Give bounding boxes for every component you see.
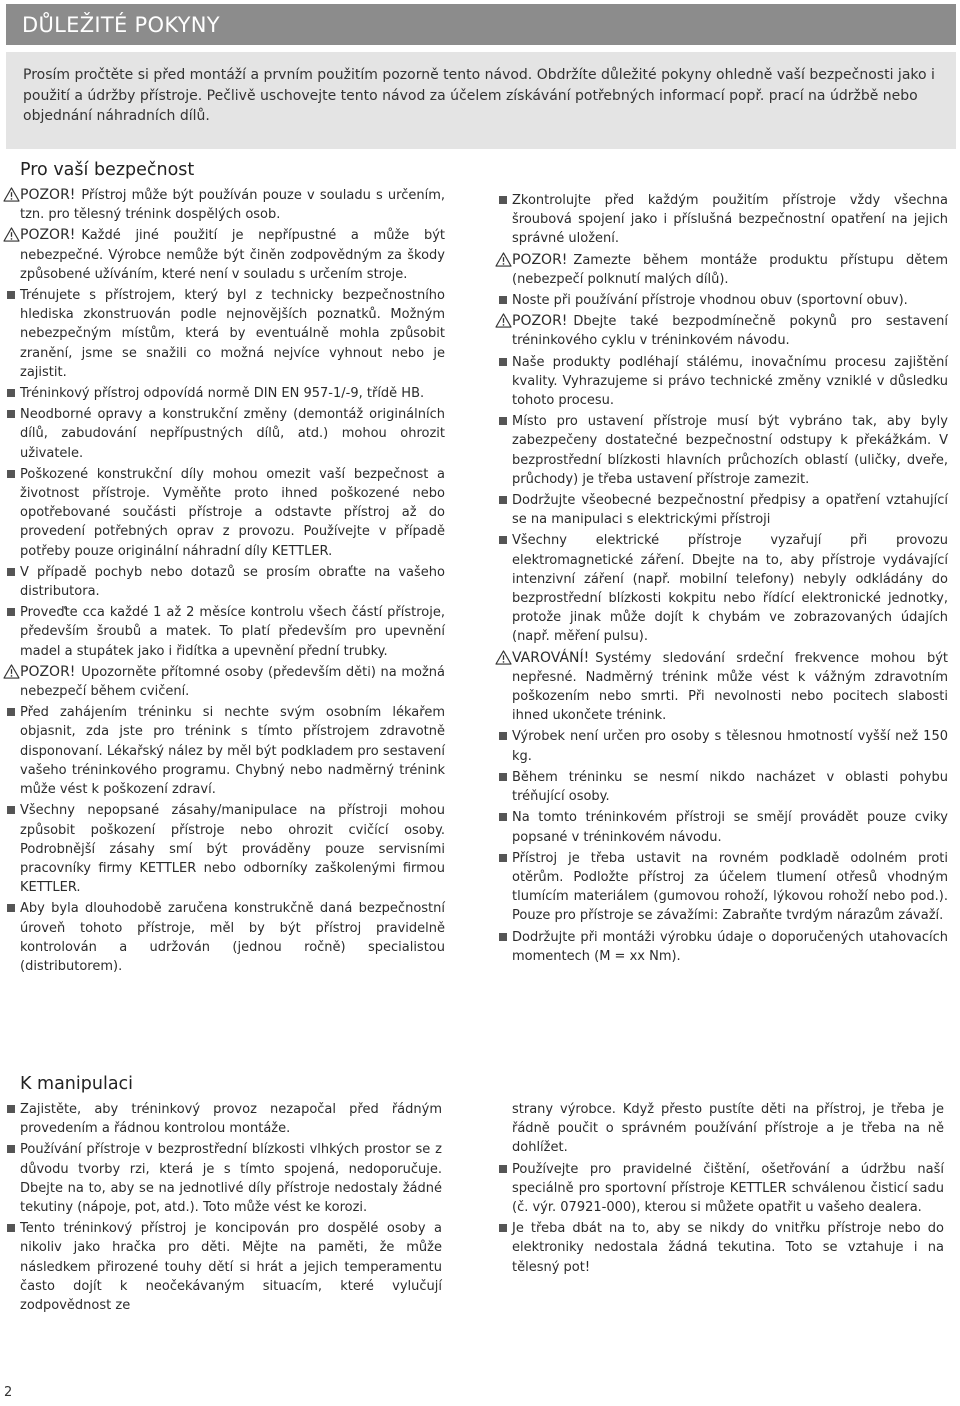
list-item: [498, 1219, 944, 1277]
bullet-square-icon: [499, 813, 507, 821]
warning-label: POZOR!: [20, 187, 76, 203]
handling-column-right: [498, 1100, 944, 1279]
bullet-square-icon: [499, 417, 507, 425]
warning-triangle-icon: [495, 650, 512, 665]
list-item-text: Noste při používání přístroje vhodnou obuv (sportovní obuv).: [512, 293, 908, 309]
warning-item: [6, 226, 445, 284]
bullet-square-icon: [499, 1224, 507, 1232]
safety-column-left: [6, 186, 445, 978]
continued-text: strany výrobce. Když přesto pustíte děti na přístroj, je třeba je řádně poučit o správném používání přístroje a je třeba na ně dohlížet.: [512, 1102, 944, 1156]
warning-text: Zamezte během montáže produktu přístupu dětem (nebezpečí polknutí malých dílů).: [512, 252, 948, 287]
list-item-text: Místo pro ustavení přístroje musí být vybráno tak, aby byly zabezpečeny dostatečné bezpečnostní odstupy k překážkám. V bezprostřední blízkosti hlavních průchozích oblastí (uličky, dveře, průchody) je třeba ustavení přístroje zamezit.: [512, 414, 948, 487]
list-item-text: Výrobek není určen pro osoby s tělesnou hmotností vyšší než 150 kg.: [512, 729, 948, 764]
safety-heading: Pro vaší bezpečnost: [20, 160, 195, 180]
warning-label: POZOR!: [512, 251, 568, 268]
page-header: [6, 4, 956, 45]
bullet-square-icon: [499, 933, 507, 941]
bullet-square-icon: [7, 1105, 15, 1113]
bullet-square-icon: [499, 1165, 507, 1173]
list-item-text: Zkontrolujte před každým použitím přístroje vždy všechna šroubová spojení jako i příslušná bezpečnostní opatření na jejich správné uložení.: [512, 193, 948, 247]
warning-text: Dbejte také bezpodmínečně pokynů pro sestavení tréninkového cyklu v tréninkovém návodu.: [512, 314, 948, 349]
list-item-text: Používání přístroje v bezprostřední blízkosti vlhkých prostor se z důvodu tvorby rzi, která je s tímto spojená, nedoporučuje. Dbejte na to, aby se na jednotlivé díly přístroje nedostaly žádné tekutiny (nápoje, pot, atd.). Toto může vést ke korozi.: [20, 1142, 442, 1216]
list-item-text: Dodržujte všeobecné bezpečnostní předpisy a opatření vztahující se na manipulaci s elektrickými přístroji: [512, 493, 948, 528]
bullet-square-icon: [499, 296, 507, 304]
list-item-text: Je třeba dbát na to, aby se nikdy do vnitřku přístroje nebo do elektroniky nedostala žádná tekutina. Toto se vztahuje i na tělesný pot!: [512, 1221, 944, 1275]
list-item: [498, 412, 948, 489]
bullet-square-icon: [7, 291, 15, 299]
list-item-text: Všechny nepopsané zásahy/manipulace na přístroji mohou způsobit poškození přístroje nebo ohrozit cvičící osoby. Podrobnější zásahy smí být prováděny pouze servisními pracovníky firmy KETTLER nebo odborníky zaškolenými firmou KETTLER.: [20, 803, 445, 896]
bullet-square-icon: [7, 568, 15, 576]
list-item: [498, 849, 948, 926]
list-item-text: Zajistěte, aby tréninkový provoz nezapočal před řádným provedením a řádnou kontrolou montáže.: [20, 1102, 442, 1137]
list-item-text: Během tréninku se nesmí nikdo nacházet v oblasti pohybu tréňující osoby.: [512, 769, 948, 805]
bullet-square-icon: [499, 496, 507, 504]
bullet-square-icon: [499, 196, 507, 204]
warning-text: Systémy sledování srdeční frekvence mohou být nepřesné. Nadměrný trénink může vést k vážným zdravotním poškozením nebo smrti. Při nevolnosti nebo pocitech slabosti ihned ukončete trénink.: [512, 650, 948, 724]
page-number: 2: [4, 1385, 13, 1400]
bullet-square-icon: [499, 854, 507, 862]
list-item-text: Přístroj je třeba ustavit na rovném podkladě odolném proti otěrům. Podložte přístroj za účelem tlumení otřesů vhodným tlumícím materiálem (gumovou rohoží, lýkovou rohoží nebo pod.). Pouze pro přístroje se závažími: Zabraňte tvrdým nárazům závaží.: [512, 850, 948, 924]
list-item: [6, 899, 445, 976]
bullet-square-icon: [7, 389, 15, 397]
list-item-text: Dodržujte při montáži výrobku údaje o doporučených utahovacích momentech (M = xx Nm).: [512, 929, 948, 964]
list-item-text: V případě pochyb nebo dotazů se prosím obraťte na vašeho distributora.: [20, 564, 445, 600]
list-item-text: Neodborné opravy a konstrukční změny (demontáž originálních dílů, zabudování nepřípustných dílů, atd.) mohou ohrozit uživatele.: [20, 407, 445, 461]
warning-triangle-icon: [495, 313, 512, 328]
warning-triangle-icon: [495, 252, 512, 267]
handling-column-left: [6, 1100, 442, 1317]
list-item: [498, 531, 948, 646]
list-item: [498, 768, 948, 806]
warning-label: POZOR!: [20, 227, 76, 244]
bullet-square-icon: [499, 536, 507, 544]
safety-column-right: [498, 191, 948, 968]
list-item-text: Trénujete s přístrojem, který byl z technicky bezpečnostního hlediska zkonstruován podle nejnovějších poznatků. Možným nebezpečným místům, která by eventuálně mohla způsobit zranění, jsme se snažili co možná nejvíce vyhnout nebo je zajistit.: [20, 288, 445, 380]
list-item: [6, 603, 445, 661]
list-item: [6, 405, 445, 463]
list-item-text: Všechny elektrické přístroje vyzařují při provozu elektromagnetické záření. Dbejte na to, aby přístroje vydávající intenzivní záření (např. mobilní telefony) nebyly odkládány do bezprostřední blízkosti kokpitu nebo řídící elektronické jednotky, protože jinak může dojít k chybám ve zobrazovaných údajích (např. měření pulsu).: [512, 533, 948, 645]
list-item-text: Používejte pro pravidelné čištění, ošetřování a údržbu naší speciálně pro sportovní přístroje KETTLER schválenou čisticí sadu (č. výr. 07921-000), kterou si můžete opatřit u vašeho dealera.: [512, 1161, 944, 1216]
warning-item: [498, 251, 948, 289]
warning-triangle-icon: [3, 664, 20, 679]
list-item: [6, 1219, 442, 1315]
warning-text: Upozorněte přítomné osoby (především děti) na možná nebezpečí během cvičení.: [20, 664, 445, 700]
list-item: [498, 1160, 944, 1218]
bullet-square-icon: [499, 358, 507, 366]
handling-heading: K manipulaci: [20, 1074, 134, 1094]
warning-triangle-icon: [3, 187, 20, 202]
list-item: [6, 703, 445, 799]
list-item-text: Aby byla dlouhodobě zaručena konstrukčně daná bezpečnostní úroveň tohoto přístroje, měl by být přístroj pravidelně kontrolován a udržován (jednou ročně) specialistou (distributorem).: [20, 901, 445, 974]
warning-item: [6, 186, 445, 224]
list-item-text: Tento tréninkový přístroj je koncipován pro dospělé osoby a nikoliv jako hračka pro děti. Mějte na paměti, že může následkem přirozené touhy dětí si hrát a jejich temperamentu často dojít k neočekávaným situacím, které vylučují zodpovědnost ze: [20, 1221, 442, 1314]
warning-item: [498, 312, 948, 350]
list-item: [498, 808, 948, 846]
list-item: [498, 353, 948, 411]
list-item: [6, 1140, 442, 1217]
bullet-square-icon: [7, 608, 15, 616]
bullet-square-icon: [7, 1145, 15, 1153]
list-item-text: Naše produkty podléhají stálému, inovačnímu procesu zajištění kvality. Vyhrazujeme si právo technické změny vzniklé v důsledku tohoto procesu.: [512, 354, 948, 409]
page-title: DŮLEŽITÉ POKYNY: [22, 13, 220, 37]
list-item: [498, 491, 948, 529]
list-item: [498, 291, 948, 310]
list-item: [498, 191, 948, 249]
list-item-text: Před zahájením tréninku si nechte svým osobním lékařem objasnit, zda jste pro trénink s tímto přístrojem zdravotně disponovaní. Lékařský nález by měl být podkladem pro sestavení vašeho tréninkového programu. Chybný nebo nadměrný trénink může vést k poškození zdraví.: [20, 705, 445, 798]
warning-triangle-icon: [3, 227, 20, 242]
warning-label: POZOR!: [512, 313, 568, 330]
list-item: [6, 384, 445, 403]
list-item-text: Tréninkový přístroj odpovídá normě DIN EN 957-1/-9, třídě HB.: [20, 386, 425, 402]
list-item: [6, 465, 445, 561]
intro-text: Prosím pročtěte si před montáží a prvním použitím pozorně tento návod. Obdržíte důležité pokyny ohledně vaší bezpečnosti jako i použití a údržby přístroje. Pečlivě uschovejte tento návod za účelem získávání potřebných informací popř. prací na údržbě nebo objednání náhradních dílů.: [23, 67, 935, 124]
bullet-square-icon: [7, 806, 15, 814]
list-item-text: Poškozené konstrukční díly mohou omezit vaší bezpečnost a životnost přístroje. Vyměňte proto ihned poškozené nebo opotřebované součásti přístroje a odstavte přístroj až do provedení potřebných oprav z provozu. Používejte v případě potřeby pouze originální náhradní díly KETTLER.: [20, 466, 445, 559]
bullet-square-icon: [499, 773, 507, 781]
bullet-square-icon: [7, 708, 15, 716]
intro-box: [6, 52, 956, 149]
warning-text: Přístroj může být používán pouze v souladu s určením, tzn. pro tělesný trénink dospělých osob.: [20, 188, 445, 223]
list-item: [6, 1100, 442, 1138]
bullet-square-icon: [7, 470, 15, 478]
warning-label: VAROVÁNÍ!: [512, 649, 590, 666]
bullet-square-icon: [499, 732, 507, 740]
bullet-square-icon: [7, 1224, 15, 1232]
list-item: [6, 286, 445, 382]
list-item: [498, 928, 948, 966]
list-item-text: Proveďte cca každé 1 až 2 měsíce kontrolu všech částí přístroje, především šroubů a matek. To platí především pro upevnění madel a stupátek jako i řidítka a upevnění přední trubky.: [20, 605, 445, 659]
warning-text: Každé jiné použití je nepřípustné a může být nebezpečné. Výrobce nemůže být činěn zodpovědným za škody způsobené užíváním, které není v souladu s určením stroje.: [20, 228, 445, 282]
warning-label: POZOR!: [20, 663, 76, 680]
list-item-text: Na tomto tréninkovém přístroji se smějí provádět pouze cviky popsané v tréninkovém návodu.: [512, 810, 948, 845]
warning-item: [6, 663, 445, 701]
list-item: [6, 801, 445, 897]
warning-item: [498, 649, 948, 726]
bullet-square-icon: [7, 904, 15, 912]
list-item: [498, 727, 948, 765]
bullet-square-icon: [7, 410, 15, 418]
list-item: [6, 563, 445, 601]
